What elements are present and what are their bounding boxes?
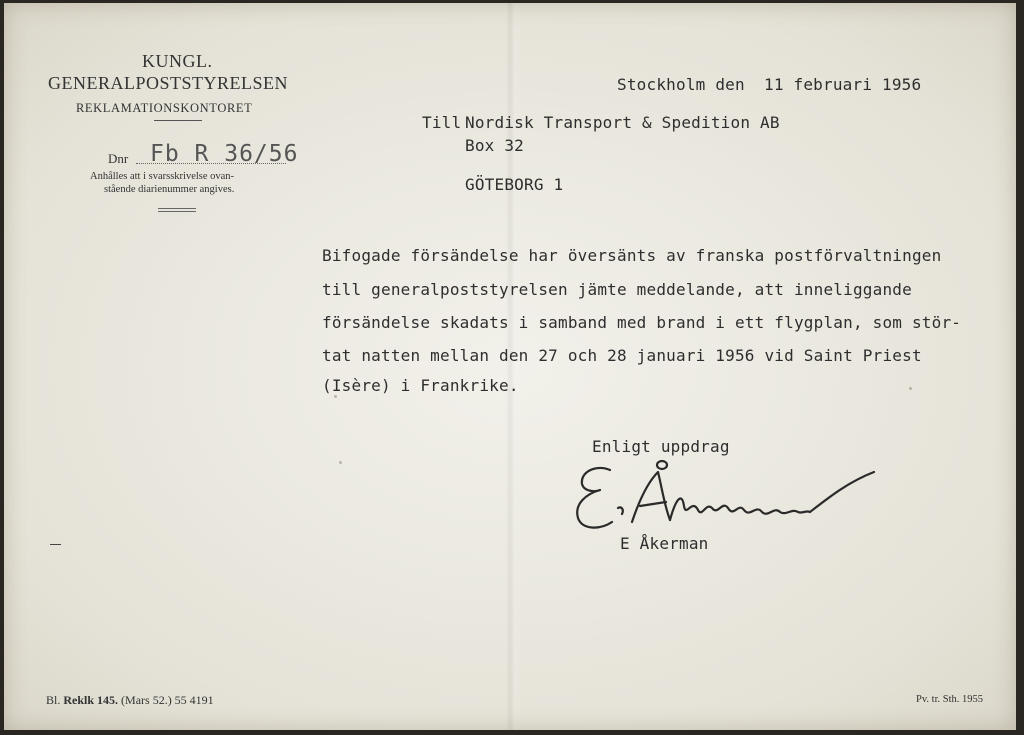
reference-note-line1: Anhålles att i svarsskrivelse ovan-	[90, 171, 235, 182]
reference-number: Fb R 36/56	[150, 141, 299, 167]
recipient-city: GÖTEBORG 1	[465, 175, 564, 194]
recipient-name: Nordisk Transport & Spedition AB	[465, 113, 780, 132]
footer-form-prefix: Bl.	[46, 693, 61, 707]
body-line: (Isère) i Frankrike.	[322, 376, 519, 395]
footer-printer-mark: Pv. tr. Sth. 1955	[916, 694, 983, 705]
letterhead-kungl: KUNGL.	[142, 51, 213, 71]
letter-page	[4, 3, 1016, 730]
reference-rule-bottom	[158, 211, 196, 212]
margin-dash	[50, 544, 61, 545]
letterhead-rule	[154, 120, 202, 121]
dateline-date: 11 februari 1956	[764, 75, 922, 94]
footer-form-code: Reklk 145.	[63, 693, 119, 707]
footer-form-details: (Mars 52.) 55 4191	[121, 693, 214, 707]
paper-speck	[339, 461, 342, 464]
recipient-prefix: Till	[422, 113, 462, 132]
recipient-box: Box 32	[465, 136, 524, 155]
handwritten-signature	[566, 458, 886, 548]
typed-signatory-name: E Åkerman	[620, 534, 709, 553]
closing-greeting: Enligt uppdrag	[592, 437, 730, 456]
body-line: tat natten mellan den 27 och 28 januari 1956 vid Saint Priest	[322, 346, 922, 365]
body-line: Bifogade försändelse har översänts av franska postförvaltningen	[322, 246, 942, 265]
paper-speck	[334, 395, 337, 398]
body-line: till generalpoststyrelsen jämte meddelande, att inneliggande	[322, 280, 912, 299]
footer-form-number	[46, 693, 214, 708]
letterhead-authority: GENERALPOSTSTYRELSEN	[48, 73, 289, 93]
body-line: försändelse skadats i samband med brand i ett flygplan, som stör-	[322, 313, 962, 332]
reference-label: Dnr	[108, 151, 129, 166]
letterhead-office: REKLAMATIONSKONTORET	[76, 101, 253, 115]
reference-note-line2: stående diarienummer angives.	[104, 184, 235, 195]
paper-speck	[909, 387, 912, 390]
dateline-place: Stockholm den	[617, 75, 745, 94]
reference-rule-top	[158, 208, 196, 209]
